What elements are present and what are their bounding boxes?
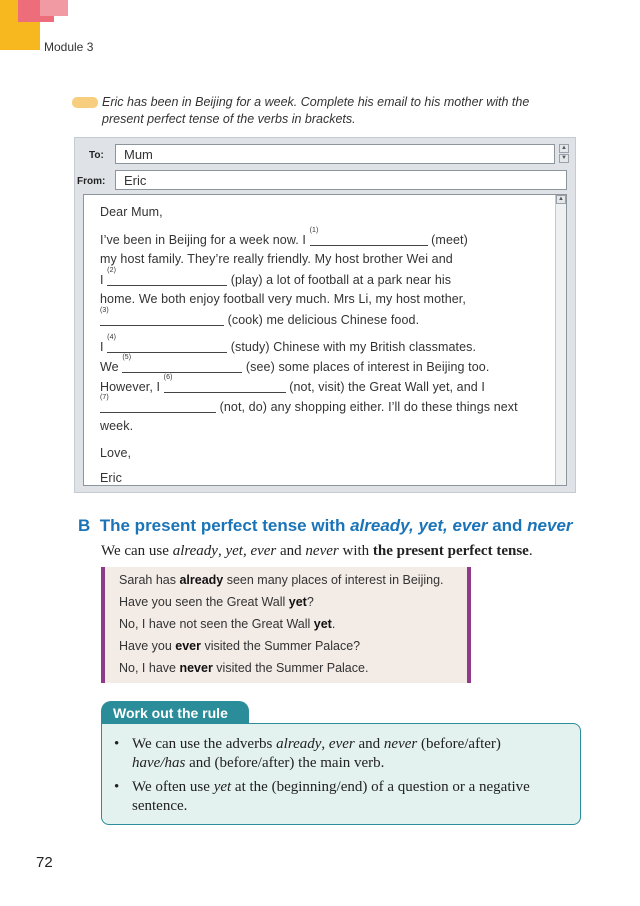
examples-box	[101, 567, 471, 683]
email-line: (7) (not, do) any shopping either. I’ll do these things next	[100, 394, 518, 414]
email-window	[74, 137, 576, 493]
rule-line: We can use the adverbs already, ever and never (before/after)	[132, 736, 501, 752]
instruction-line: present perfect tense of the verbs in brackets.	[102, 112, 356, 126]
email-body[interactable]	[83, 194, 567, 486]
rule-line: have/has and (before/after) the main verb.	[132, 755, 385, 771]
section-b-subtitle: We can use already, yet, ever and never with the present perfect tense.	[101, 543, 533, 559]
scroll-down-icon[interactable]: ▼	[559, 154, 569, 163]
from-field[interactable]: Eric	[115, 170, 567, 190]
email-greeting: Dear Mum,	[100, 205, 163, 219]
section-b-title: B The present perfect tense with already, yet, ever and never	[78, 516, 573, 535]
scroll-up-icon[interactable]: ▲	[556, 195, 566, 204]
rule-box	[101, 723, 581, 825]
example-sentence: Have you seen the Great Wall yet?	[119, 595, 314, 609]
rule-tab: Work out the rule	[101, 701, 249, 725]
email-line: (3) (cook) me delicious Chinese food.	[100, 307, 420, 327]
email-line: home. We both enjoy football very much. Mrs Li, my host mother,	[100, 292, 466, 306]
answer-blank[interactable]: (1)	[310, 232, 428, 246]
email-line: week.	[100, 419, 134, 433]
rule-line: We often use yet at the (beginning/end) of a question or a negative	[132, 779, 530, 795]
example-sentence: Sarah has already seen many places of interest in Beijing.	[119, 573, 444, 587]
email-line: my host family. They’re really friendly. My host brother Wei and	[100, 252, 453, 266]
scrollbar[interactable]	[555, 195, 566, 485]
example-sentence: Have you ever visited the Summer Palace?	[119, 639, 361, 653]
to-field[interactable]: Mum	[115, 144, 555, 164]
answer-blank[interactable]: (3)	[100, 312, 224, 326]
email-line: I’ve been in Beijing for a week now. I (1) (meet)	[100, 227, 468, 247]
to-label: To:	[89, 150, 104, 161]
rule-bullet-icon: •	[114, 779, 120, 795]
example-sentence: No, I have not seen the Great Wall yet.	[119, 617, 336, 631]
instruction	[102, 94, 562, 128]
answer-blank[interactable]: (2)	[107, 272, 227, 286]
email-line: However, I (6) (not, visit) the Great Wall yet, and I	[100, 374, 485, 394]
instruction-marker	[72, 97, 98, 108]
answer-blank[interactable]: (7)	[100, 399, 216, 413]
email-line: I (4) (study) Chinese with my British classmates.	[100, 334, 477, 354]
instruction-line: Eric has been in Beijing for a week. Complete his email to his mother with the	[102, 95, 530, 109]
example-sentence: No, I have never visited the Summer Palace.	[119, 661, 369, 675]
module-label: Module 3	[44, 40, 94, 54]
answer-blank[interactable]: (5)	[122, 359, 242, 373]
corner-decoration	[40, 0, 68, 16]
answer-blank[interactable]: (6)	[164, 379, 286, 393]
page-number: 72	[36, 854, 53, 871]
email-closing: Love,	[100, 446, 132, 460]
rule-bullet-icon: •	[114, 736, 120, 752]
rule-line: sentence.	[132, 798, 188, 814]
scroll-up-icon[interactable]: ▲	[559, 144, 569, 153]
from-label: From:	[77, 176, 106, 187]
email-line: We (5) (see) some places of interest in Beijing too.	[100, 354, 490, 374]
email-signature: Eric	[100, 471, 122, 485]
answer-blank[interactable]: (4)	[107, 339, 227, 353]
email-line: I (2) (play) a lot of football at a park near his	[100, 267, 452, 287]
